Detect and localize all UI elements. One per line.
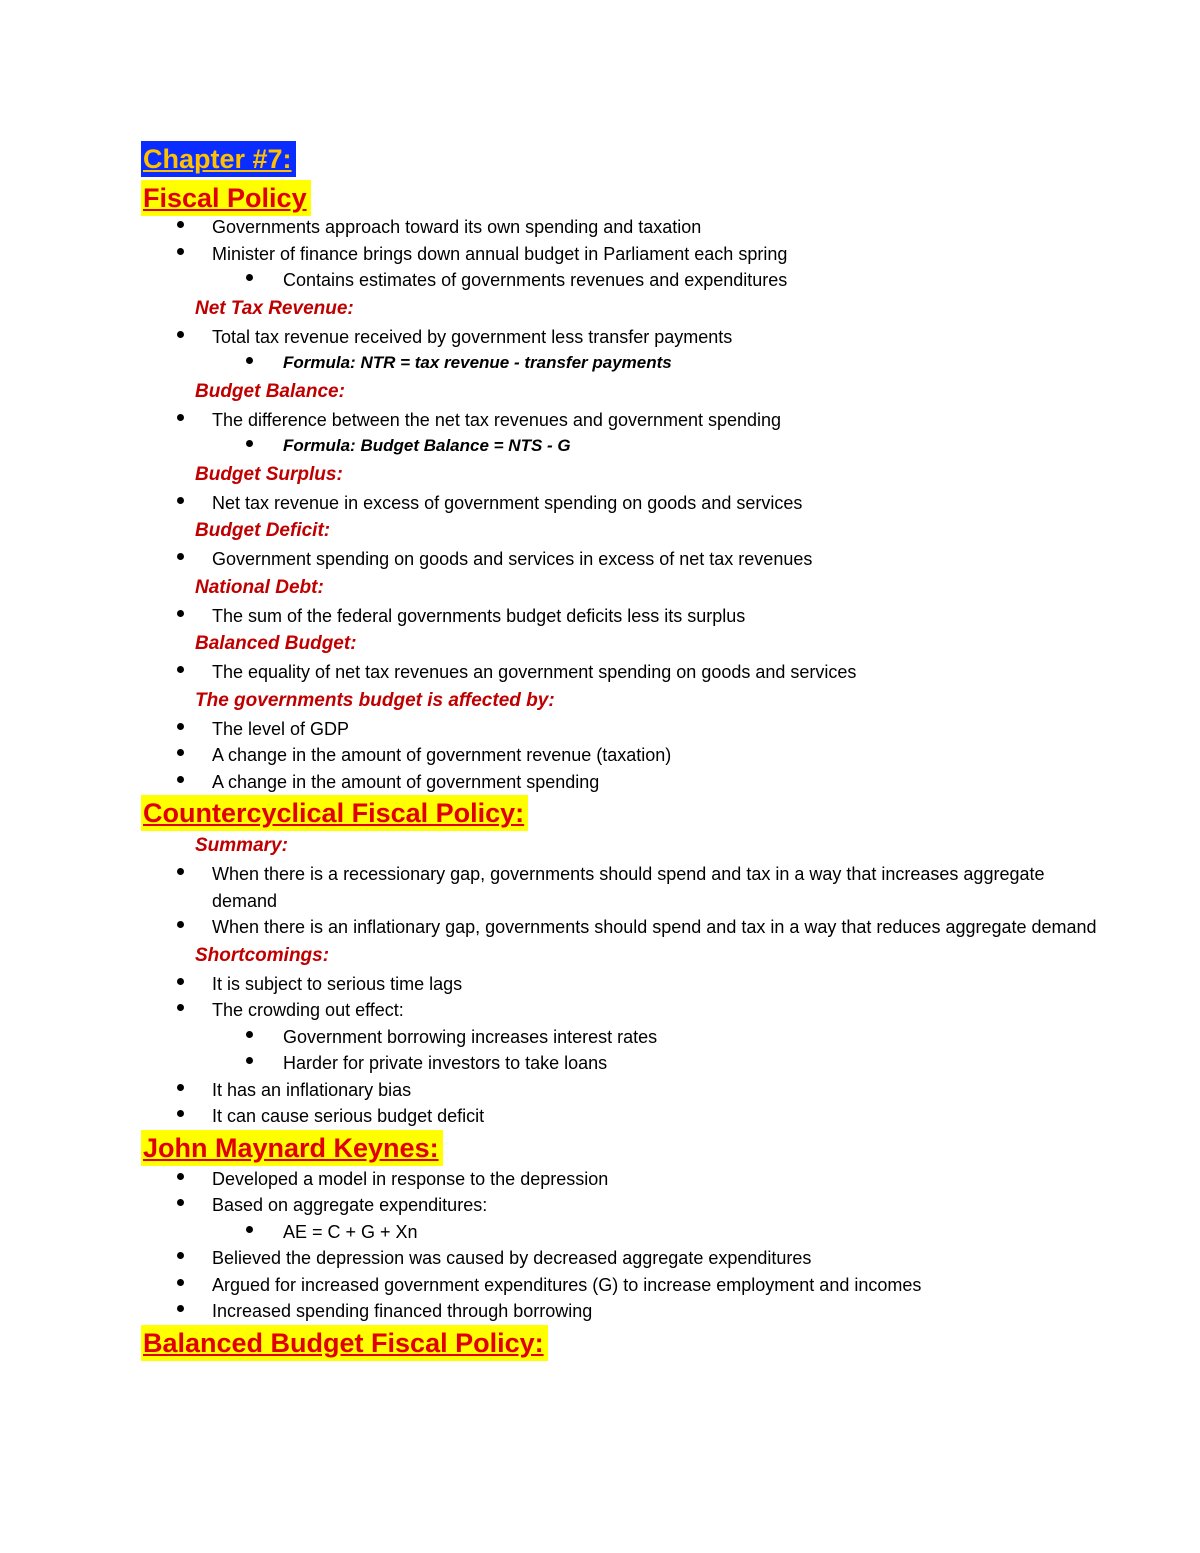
keynes-heading: John Maynard Keynes: [141, 1130, 443, 1166]
list-item: A change in the amount of government spending [141, 769, 1101, 796]
list-item: When there is a recessionary gap, governments should spend and tax in a way that increases aggregate demand [141, 861, 1101, 914]
chapter-heading: Chapter #7: [141, 141, 296, 177]
national-debt-title: National Debt: [195, 576, 324, 598]
list-item: When there is an inflationary gap, governments should spend and tax in a way that reduces aggregate demand [141, 914, 1101, 941]
list-item: Developed a model in response to the depression [141, 1166, 1101, 1193]
list-item: The difference between the net tax revenues and government spending [141, 407, 1101, 434]
list-item: Contains estimates of governments revenues and expenditures [141, 267, 1101, 294]
list-item: Harder for private investors to take loans [141, 1050, 1101, 1077]
list-item: Government borrowing increases interest rates [141, 1024, 1101, 1051]
net-tax-revenue-title: Net Tax Revenue: [195, 297, 354, 319]
ntr-formula: Formula: NTR = tax revenue - transfer payments [141, 350, 1101, 377]
budget-surplus-title: Budget Surplus: [195, 463, 343, 485]
balanced-budget-title: Balanced Budget: [195, 633, 357, 654]
list-item: Total tax revenue received by government less transfer payments [141, 324, 1101, 351]
list-item: The sum of the federal governments budget deficits less its surplus [141, 603, 1101, 630]
list-item: A change in the amount of government revenue (taxation) [141, 742, 1101, 769]
fiscal-policy-list [141, 214, 1101, 294]
list-item: Argued for increased government expenditures (G) to increase employment and incomes [141, 1272, 1101, 1299]
countercyclical-heading: Countercyclical Fiscal Policy: [141, 795, 528, 831]
list-item: It is subject to serious time lags [141, 971, 1101, 998]
balanced-budget-policy-heading: Balanced Budget Fiscal Policy: [141, 1325, 548, 1361]
list-item: Governments approach toward its own spending and taxation [141, 214, 1101, 241]
list-item: Net tax revenue in excess of government spending on goods and services [141, 490, 1101, 517]
list-item: Increased spending financed through borrowing [141, 1298, 1101, 1325]
budget-deficit-title: Budget Deficit: [195, 520, 331, 541]
affected-by-title: The governments budget is affected by: [195, 689, 555, 711]
list-item: Government spending on goods and services in excess of net tax revenues [141, 546, 1101, 573]
budget-balance-formula: Formula: Budget Balance = NTS - G [141, 433, 1101, 460]
shortcomings-title: Shortcomings: [195, 944, 330, 966]
list-item: The crowding out effect: [141, 997, 1101, 1024]
fiscal-policy-heading: Fiscal Policy [141, 180, 311, 216]
list-item: Minister of finance brings down annual budget in Parliament each spring [141, 241, 1101, 268]
ae-formula: AE = C + G + Xn [141, 1219, 1101, 1246]
list-item: Believed the depression was caused by decreased aggregate expenditures [141, 1245, 1101, 1272]
list-item: It can cause serious budget deficit [141, 1103, 1101, 1130]
document-content [141, 141, 1101, 1361]
list-item: The equality of net tax revenues an government spending on goods and services [141, 659, 1101, 686]
summary-title: Summary: [195, 835, 288, 856]
list-item: The level of GDP [141, 716, 1101, 743]
list-item: Based on aggregate expenditures: [141, 1192, 1101, 1219]
budget-balance-title: Budget Balance: [195, 380, 345, 402]
list-item: It has an inflationary bias [141, 1077, 1101, 1104]
